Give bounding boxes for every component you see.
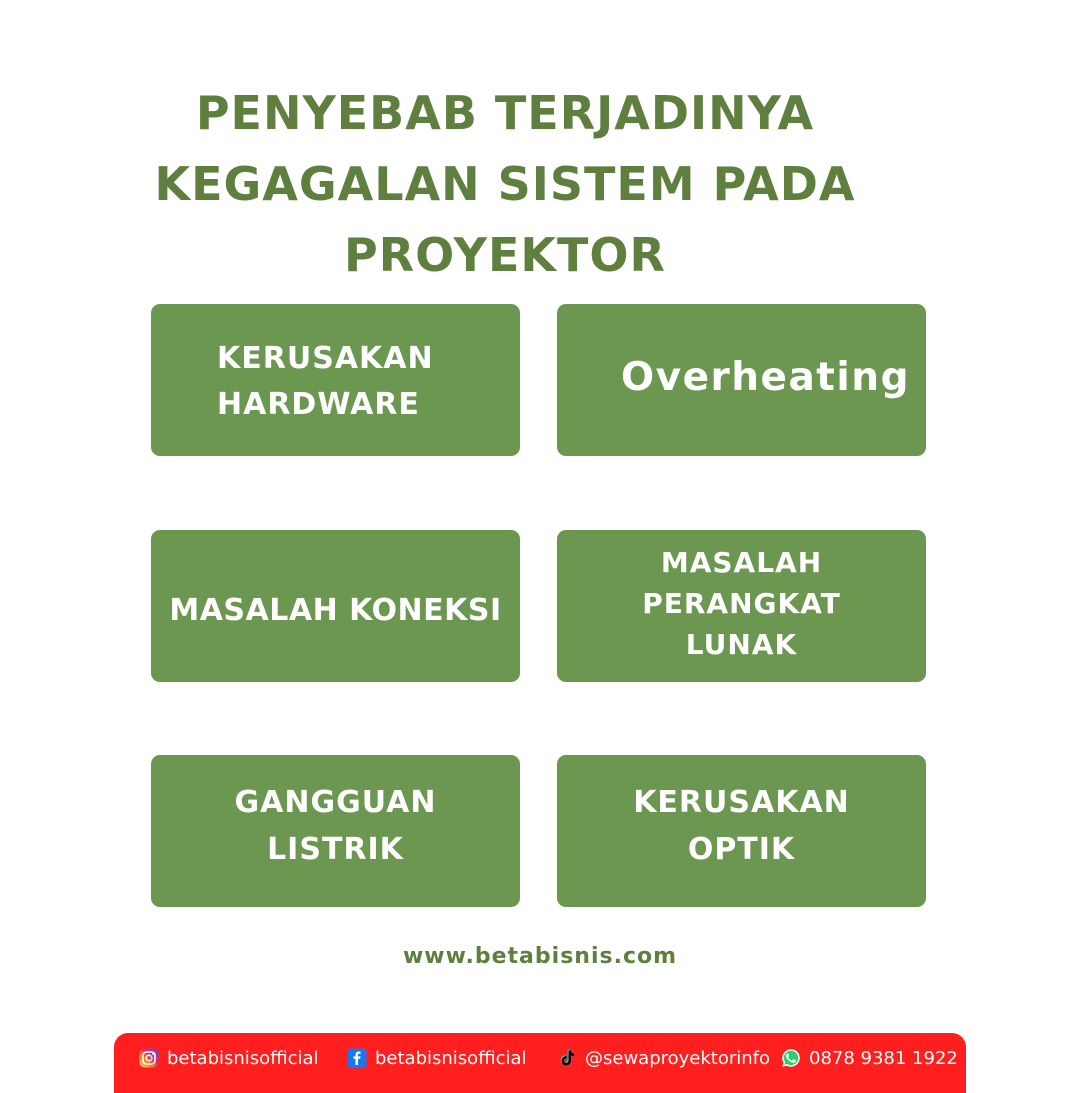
card-label: KERUSAKAN HARDWARE: [217, 341, 434, 422]
whatsapp-icon: [781, 1048, 801, 1068]
card-label: Overheating: [621, 355, 910, 400]
social-tiktok[interactable]: [557, 1047, 770, 1069]
tiktok-icon: [557, 1048, 577, 1068]
card-masalah-perangkat-lunak: [557, 530, 926, 682]
instagram-icon: [139, 1048, 159, 1068]
facebook-handle: betabisnisofficial: [375, 1047, 527, 1069]
card-masalah-koneksi: [151, 530, 520, 682]
website-url[interactable]: www.betabisnis.com: [402, 944, 678, 969]
instagram-handle: betabisnisofficial: [167, 1047, 319, 1069]
social-facebook[interactable]: [347, 1047, 527, 1069]
card-label: KERUSAKAN OPTIK: [633, 785, 850, 867]
social-whatsapp[interactable]: [781, 1047, 958, 1069]
facebook-icon: [347, 1048, 367, 1068]
card-overheating: [557, 304, 926, 456]
tiktok-handle: @sewaproyektorinfo: [585, 1047, 771, 1069]
page-title: [90, 78, 920, 291]
card-kerusakan-hardware: [151, 304, 520, 456]
social-footer-bar: [114, 1033, 966, 1093]
card-label: MASALAH KONEKSI: [169, 593, 502, 628]
title-line-3: PROYEKTOR: [344, 228, 666, 282]
card-label: GANGGUAN LISTRIK: [234, 785, 437, 867]
card-kerusakan-optik: [557, 755, 926, 907]
card-gangguan-listrik: [151, 755, 520, 907]
title-line-2: KEGAGALAN SISTEM PADA: [154, 157, 856, 211]
title-line-1: PENYEBAB TERJADINYA: [195, 86, 815, 140]
card-label: MASALAH PERANGKAT LUNAK: [642, 546, 841, 661]
whatsapp-number: 0878 9381 1922: [809, 1047, 958, 1069]
social-instagram[interactable]: [139, 1047, 319, 1069]
